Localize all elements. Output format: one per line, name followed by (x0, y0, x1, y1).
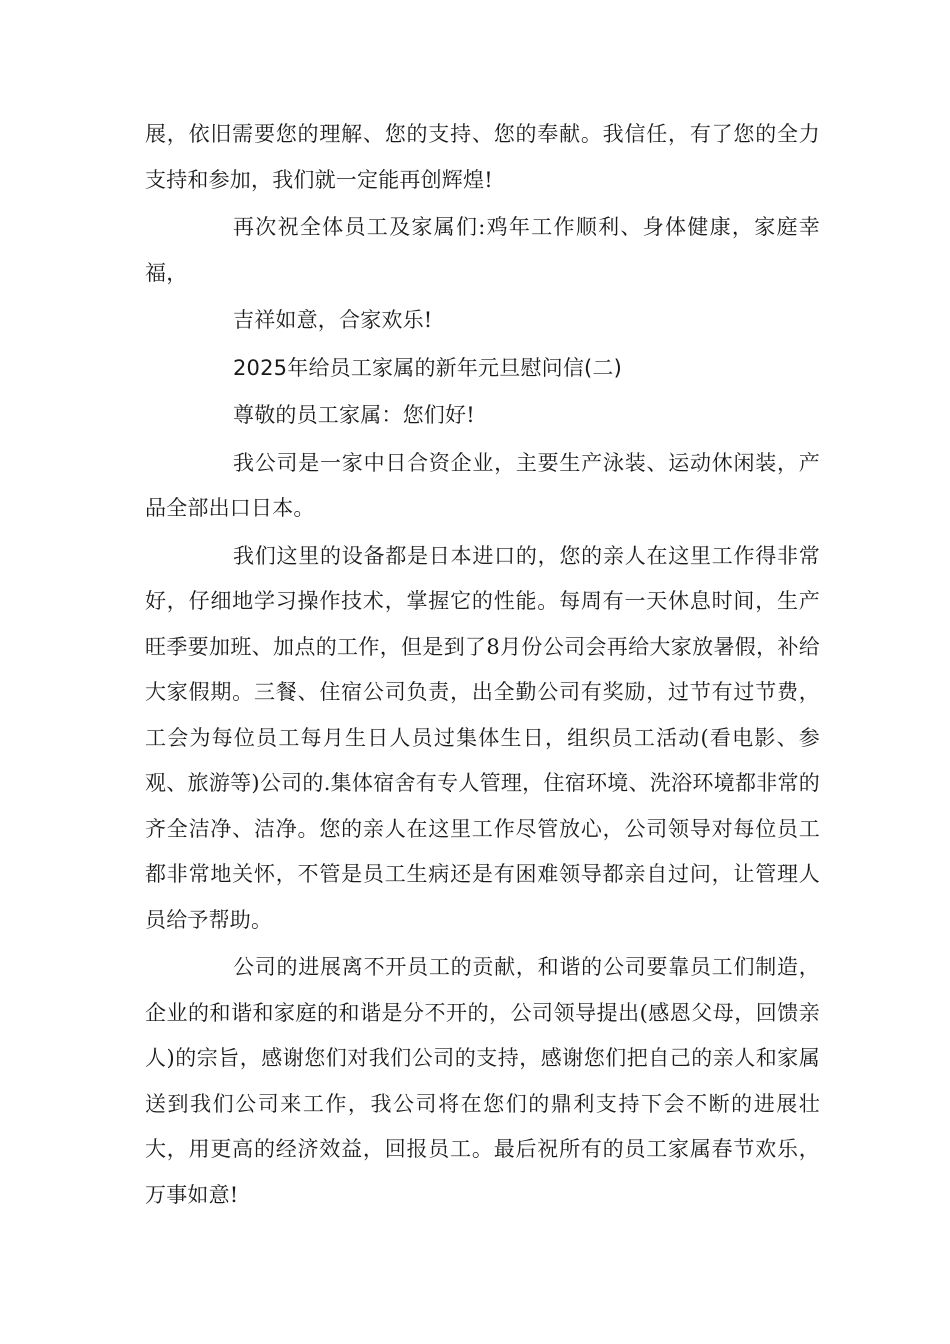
paragraph-thanks-and-wishes: 公司的进展离不开员工的贡献，和谐的公司要靠员工们制造，企业的和谐和家庭的和谐是分不开的，公司领导提出(感恩父母，回馈亲人)的宗旨，感谢您们对我们公司的支持，感谢您们把自己的亲人和家属送到我们公司来工作，我公司将在您们的鼎利支持下会不断的进展壮大，用更高的经济效益，回报员工。最后祝所有的员工家属春节欢乐，万事如意! (145, 955, 820, 1207)
salutation: 尊敬的员工家属：您们好! (233, 403, 475, 427)
letter-title: 2025年给员工家属的新年元旦慰问信(二) (233, 355, 623, 380)
document-body (145, 112, 820, 1220)
paragraph-company-intro: 我公司是一家中日合资企业，主要生产泳装、运动休闲装，产品全部出口日本。 (145, 450, 820, 520)
paragraph-working-conditions: 我们这里的设备都是日本进口的，您的亲人在这里工作得非常好，仔细地学习操作技术，掌握它的性能。每周有一天休息时间，生产旺季要加班、加点的工作，但是到了8月份公司会再给大家放暑假，补给大家假期。三餐、住宿公司负责，出全勤公司有奖励，过节有过节费，工会为每位员工每月生日人员过集体生日，组织员工活动(看电影、参观、旅游等)公司的.集体宿舍有专人管理，住宿环境、洗浴环境都非常的齐全洁净、洁净。您的亲人在这里工作尽管放心，公司领导对每位员工都非常地关怀，不管是员工生病还是有困难领导都亲自过问，让管理人员给予帮助。 (145, 543, 820, 932)
paragraph-closing-wishes: 吉祥如意，合家欢乐! (233, 308, 433, 332)
paragraph-continuation: 展，依旧需要您的理解、您的支持、您的奉献。我信任，有了您的全力支持和参加，我们就一定能再创辉煌! (145, 122, 820, 192)
paragraph-new-year-wishes: 再次祝全体员工及家属们:鸡年工作顺利、身体健康，家庭幸福， (145, 215, 820, 285)
